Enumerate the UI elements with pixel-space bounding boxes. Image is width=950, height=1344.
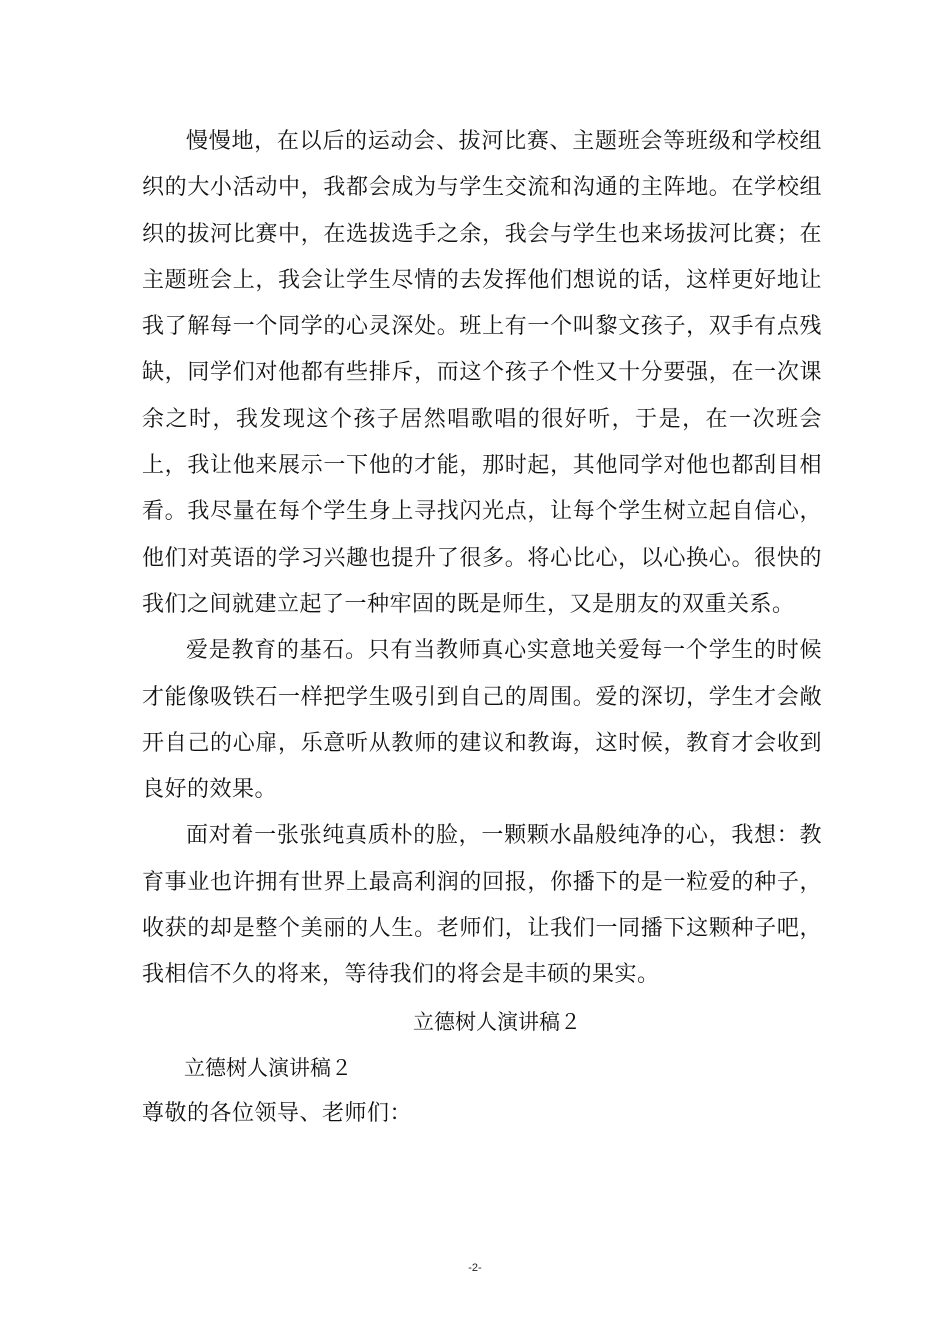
paragraph-2: 爱是教育的基石。只有当教师真心实意地关爱每一个学生的时候才能像吸铁石一样把学生吸引到自己的周围。爱的深切，学生才会敞开自己的心扉，乐意听从教师的建议和教诲，这时候，教育才会收到良好的效果。 [142,638,822,803]
salutation: 尊敬的各位领导、老师们： [142,1101,413,1127]
page-number: -2- [468,1262,482,1274]
paragraph-1: 慢慢地，在以后的运动会、拔河比赛、主题班会等班级和学校组织的大小活动中，我都会成为与学生交流和沟通的主阵地。在学校组织的拔河比赛中，在选拔选手之余，我会与学生也来场拔河比赛；在主题班会上，我会让学生尽情的去发挥他们想说的话，这样更好地让我了解每一个同学的心灵深处。班上有一个叫黎文孩子，双手有点残缺，同学们对他都有些排斥，而这个孩子个性又十分要强，在一次课余之时，我发现这个孩子居然唱歌唱的很好听，于是，在一次班会上，我让他来展示一下他的才能，那时起，其他同学对他也都刮目相看。我尽量在每个学生身上寻找闪光点，让每个学生树立起自信心，他们对英语的学习兴趣也提升了很多。将心比心，以心换心。很快的我们之间就建立起了一种牢固的既是师生，又是朋友的双重关系。 [142,129,822,617]
document-body [142,119,822,1138]
section-title: 立德树人演讲稿２ [413,1009,581,1034]
paragraph-3: 面对着一张张纯真质朴的脸，一颗颗水晶般纯净的心，我想：教育事业也许拥有世界上最高利润的回报，你播下的是一粒爱的种子，收获的却是整个美丽的人生。老师们，让我们一同播下这颗种子吧，我相信不久的将来，等待我们的将会是丰硕的果实。 [142,823,822,988]
section-subtitle: 立德树人演讲稿２ [184,1055,352,1080]
